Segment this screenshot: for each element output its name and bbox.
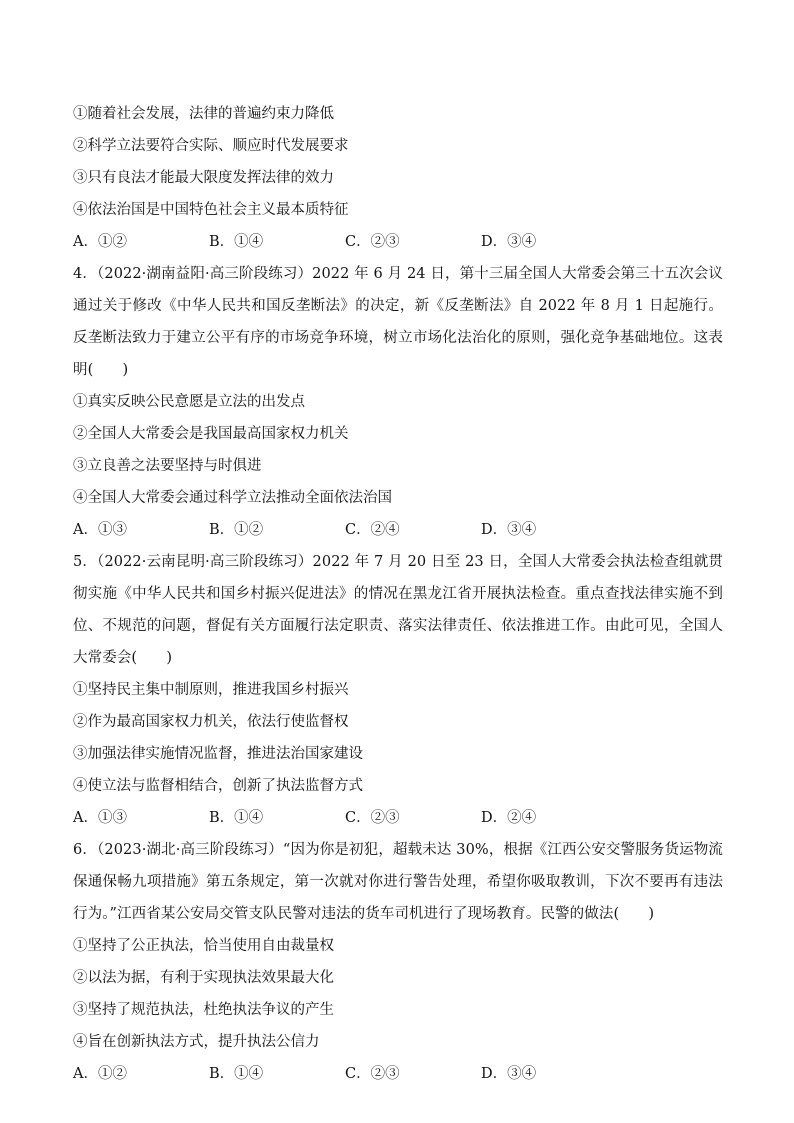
- q4-stem: 4．（2022·湖南益阳·高三阶段练习）2022 年 6 月 24 日，第十三届全国人大常委会第三十五次会议通过关于修改《中华人民共和国反垄断法》的决定，新《反垄断法》自 2022 年 8 月 1 日起施行。反垄断法致力于建立公平有序的市场竞争环境，树立市场化法治化的原则，强化竞争基础地位。这表明( ): [73, 266, 723, 378]
- q5-answer-b[interactable]: B．①④: [209, 810, 264, 826]
- q4-option-4: ④全国人大常委会通过科学立法推动全面依法治国: [73, 490, 392, 506]
- q6-answer-b[interactable]: B．①④: [209, 1066, 264, 1082]
- q5-option-2: ②作为最高国家权力机关，依法行使监督权: [73, 714, 349, 730]
- q5-answer-c[interactable]: C．②③: [345, 810, 400, 826]
- q3-answer-c[interactable]: C．②③: [345, 234, 400, 250]
- question-5: [73, 546, 723, 834]
- q4-option-3: ③立良善之法要坚持与时俱进: [73, 458, 262, 474]
- q5-option-3: ③加强法律实施情况监督，推进法治国家建设: [73, 746, 363, 762]
- q4-answer-b[interactable]: B．①②: [209, 522, 264, 538]
- question-4: [73, 258, 723, 546]
- q3-answer-choices: [73, 226, 723, 258]
- q6-option-4: ④旨在创新执法方式，提升执法公信力: [73, 1034, 320, 1050]
- q6-answer-choices: [73, 1058, 723, 1090]
- q6-answer-d[interactable]: D．③④: [481, 1066, 537, 1082]
- question-content: [73, 98, 723, 1090]
- q3-option-1: ①随着社会发展，法律的普遍约束力降低: [73, 106, 334, 122]
- q4-answer-c[interactable]: C．②④: [345, 522, 400, 538]
- q4-answer-a[interactable]: A．①③: [73, 522, 127, 538]
- q3-option-2: ②科学立法要符合实际、顺应时代发展要求: [73, 138, 349, 154]
- q5-answer-d[interactable]: D．②④: [481, 810, 537, 826]
- q5-option-4: ④使立法与监督相结合，创新了执法监督方式: [73, 778, 363, 794]
- q5-answer-choices: [73, 802, 723, 834]
- q3-answer-a[interactable]: A．①②: [73, 234, 127, 250]
- q6-option-1: ①坚持了公正执法，恰当使用自由裁量权: [73, 938, 334, 954]
- q6-answer-a[interactable]: A．①②: [73, 1066, 127, 1082]
- q3-answer-d[interactable]: D．③④: [481, 234, 537, 250]
- q3-option-4: ④依法治国是中国特色社会主义最本质特征: [73, 202, 349, 218]
- question-3-continued: [73, 98, 723, 258]
- q4-answer-choices: [73, 514, 723, 546]
- q6-option-3: ③坚持了规范执法，杜绝执法争议的产生: [73, 1002, 334, 1018]
- q5-answer-a[interactable]: A．①③: [73, 810, 127, 826]
- question-6: [73, 834, 723, 1090]
- q4-answer-d[interactable]: D．③④: [481, 522, 537, 538]
- q4-option-2: ②全国人大常委会是我国最高国家权力机关: [73, 426, 349, 442]
- q5-option-1: ①坚持民主集中制原则，推进我国乡村振兴: [73, 682, 349, 698]
- q4-option-1: ①真实反映公民意愿是立法的出发点: [73, 394, 305, 410]
- q6-option-2: ②以法为据，有利于实现执法效果最大化: [73, 970, 334, 986]
- q6-answer-c[interactable]: C．②③: [345, 1066, 400, 1082]
- q3-option-3: ③只有良法才能最大限度发挥法律的效力: [73, 170, 334, 186]
- q3-answer-b[interactable]: B．①④: [209, 234, 264, 250]
- q6-stem: 6．（2023·湖北·高三阶段练习）“因为你是初犯，超载未达 30%，根据《江西公安交警服务货运物流保通保畅九项措施》第五条规定，第一次就对你进行警告处理，希望你吸取教训，下次不要再有违法行为。”江西省某公安局交管支队民警对违法的货车司机进行了现场教育。民警的做法( ): [73, 842, 723, 922]
- q5-stem: 5．（2022·云南昆明·高三阶段练习）2022 年 7 月 20 日至 23 日，全国人大常委会执法检查组就贯彻实施《中华人民共和国乡村振兴促进法》的情况在黑龙江省开展执法检查。重点查找法律实施不到位、不规范的问题，督促有关方面履行法定职责、落实法律责任、依法推进工作。由此可见，全国人大常委会( ): [73, 554, 723, 666]
